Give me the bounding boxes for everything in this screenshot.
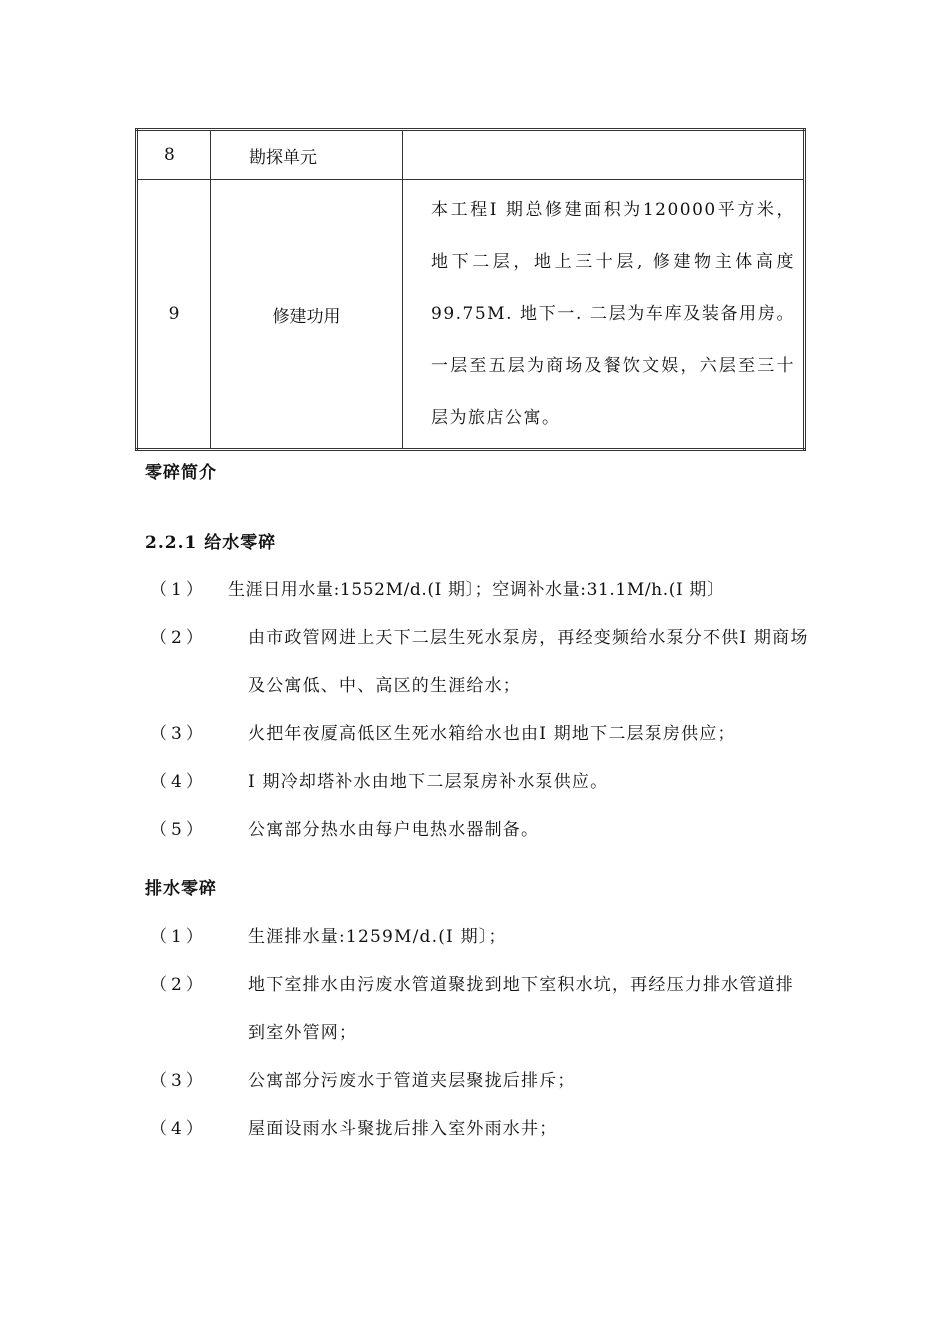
item-text: 公寓部分热水由每户电热水器制备。 (248, 820, 540, 840)
item-number: （3） (150, 724, 207, 744)
item-text: 生涯日用水量:1552M/d.(I 期〕；空调补水量:31.1M/h.(I 期〕 (228, 580, 725, 600)
item-number: （2） (150, 975, 207, 995)
list-item (150, 566, 810, 614)
project-info-table (135, 128, 806, 451)
item-number: （5） (150, 820, 207, 840)
row-number: 9 (137, 180, 211, 450)
list-item (150, 758, 810, 806)
item-text: 公寓部分污废水于管道夹层聚拢后排斥； (248, 1071, 576, 1091)
item-number: （1） (150, 927, 207, 947)
row-number: 8 (137, 130, 211, 180)
list-item (150, 961, 810, 1057)
item-text: 屋面设雨水斗聚拢后排入室外雨水井； (248, 1119, 558, 1139)
list-item (150, 913, 810, 961)
table-row (137, 130, 805, 180)
section-heading-water-supply: 2.2.1 给水零碎 (145, 533, 277, 553)
section-heading-system-intro: 零碎简介 (145, 463, 217, 483)
list-item (150, 1105, 810, 1153)
row-label: 勘探单元 (211, 130, 403, 180)
item-number: （4） (150, 1119, 207, 1139)
section-heading-drainage: 排水零碎 (145, 879, 217, 899)
list-item (150, 710, 810, 758)
table-row (137, 180, 805, 450)
item-number: （4） (150, 772, 207, 792)
item-number: （3） (150, 1071, 207, 1091)
row-description (403, 130, 805, 180)
list-item (150, 806, 810, 854)
list-item (150, 1057, 810, 1105)
row-description: 本工程I 期总修建面积为120000平方米，地下二层，地上三十层, 修建物主体高度99.75M. 地下一. 二层为车库及装备用房。一层至五层为商场及餐饮文娱，六层至三十层为旅店公寓。 (403, 180, 805, 450)
row-label: 修建功用 (211, 180, 403, 450)
item-number: （1） (150, 580, 207, 600)
item-text: 火把年夜厦高低区生死水箱给水也由I 期地下二层泵房供应； (248, 724, 736, 744)
item-text: 生涯排水量:1259M/d.(I 期〕； (248, 927, 507, 947)
item-text: I 期冷却塔补水由地下二层泵房补水泵供应。 (248, 772, 609, 792)
item-text: 地下室排水由污废水管道聚拢到地下室积水坑，再经压力排水管道排到室外管网； (248, 975, 794, 1043)
item-number: （2） (150, 628, 207, 648)
list-item (150, 614, 810, 710)
item-text: 由市政管网进上天下二层生死水泵房，再经变频给水泵分不供I 期商场及公寓低、中、高区的生涯给水； (248, 628, 809, 696)
